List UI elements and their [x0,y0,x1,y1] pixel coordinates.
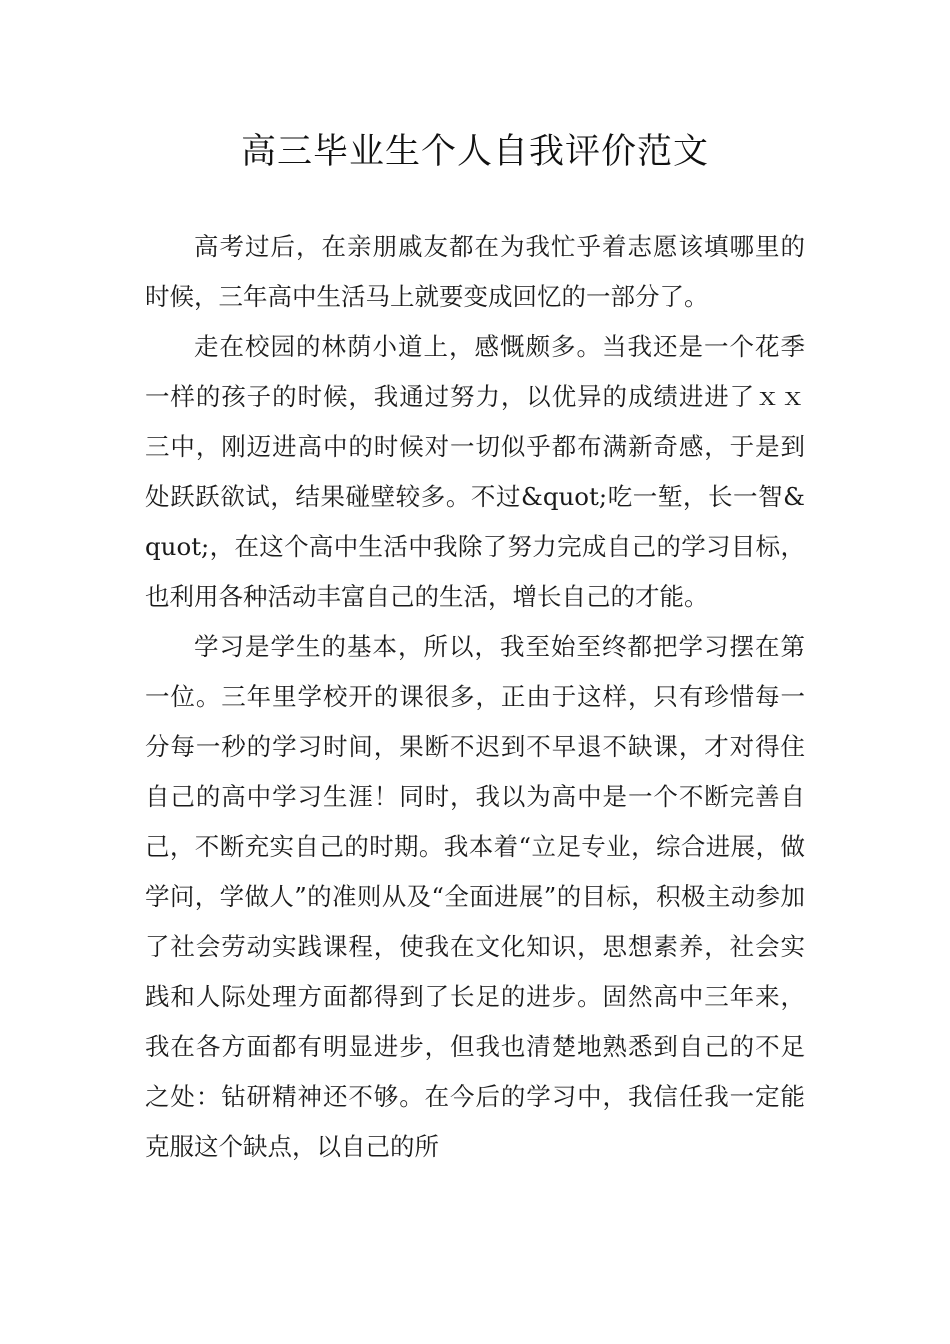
document-body [145,222,805,1172]
document-title: 高三毕业生个人自我评价范文 [240,132,709,172]
paragraph-3: 学习是学生的基本，所以，我至始至终都把学习摆在第一位。三年里学校开的课很多，正由于这样，只有珍惜每一分每一秒的学习时间，果断不迟到不早退不缺课，才对得住自己的高中学习生涯！同时，我以为高中是一个不断完善自己，不断充实自己的时期。我本着“立足专业，综合进展，做学问，学做人”的准则从及“全面进展”的目标，积极主动参加了社会劳动实践课程，使我在文化知识，思想素养，社会实践和人际处理方面都得到了长足的进步。固然高中三年来，我在各方面都有明显进步，但我也清楚地熟悉到自己的不足之处：钻研精神还不够。在今后的学习中，我信任我一定能克服这个缺点，以自己的所 [145,632,805,1161]
paragraph-1: 高考过后，在亲朋戚友都在为我忙乎着志愿该填哪里的时候，三年高中生活马上就要变成回忆的一部分了。 [145,232,805,311]
paragraph-2: 走在校园的林荫小道上，感慨颇多。当我还是一个花季一样的孩子的时候，我通过努力，以优异的成绩进进了ｘｘ三中，刚迈进高中的时候对一切似乎都布满新奇感，于是到处跃跃欲试，结果碰壁较多。不过&quot;吃一堑，长一智&quot;，在这个高中生活中我除了努力完成自己的学习目标，也利用各种活动丰富自己的生活，增长自己的才能。 [145,332,805,611]
